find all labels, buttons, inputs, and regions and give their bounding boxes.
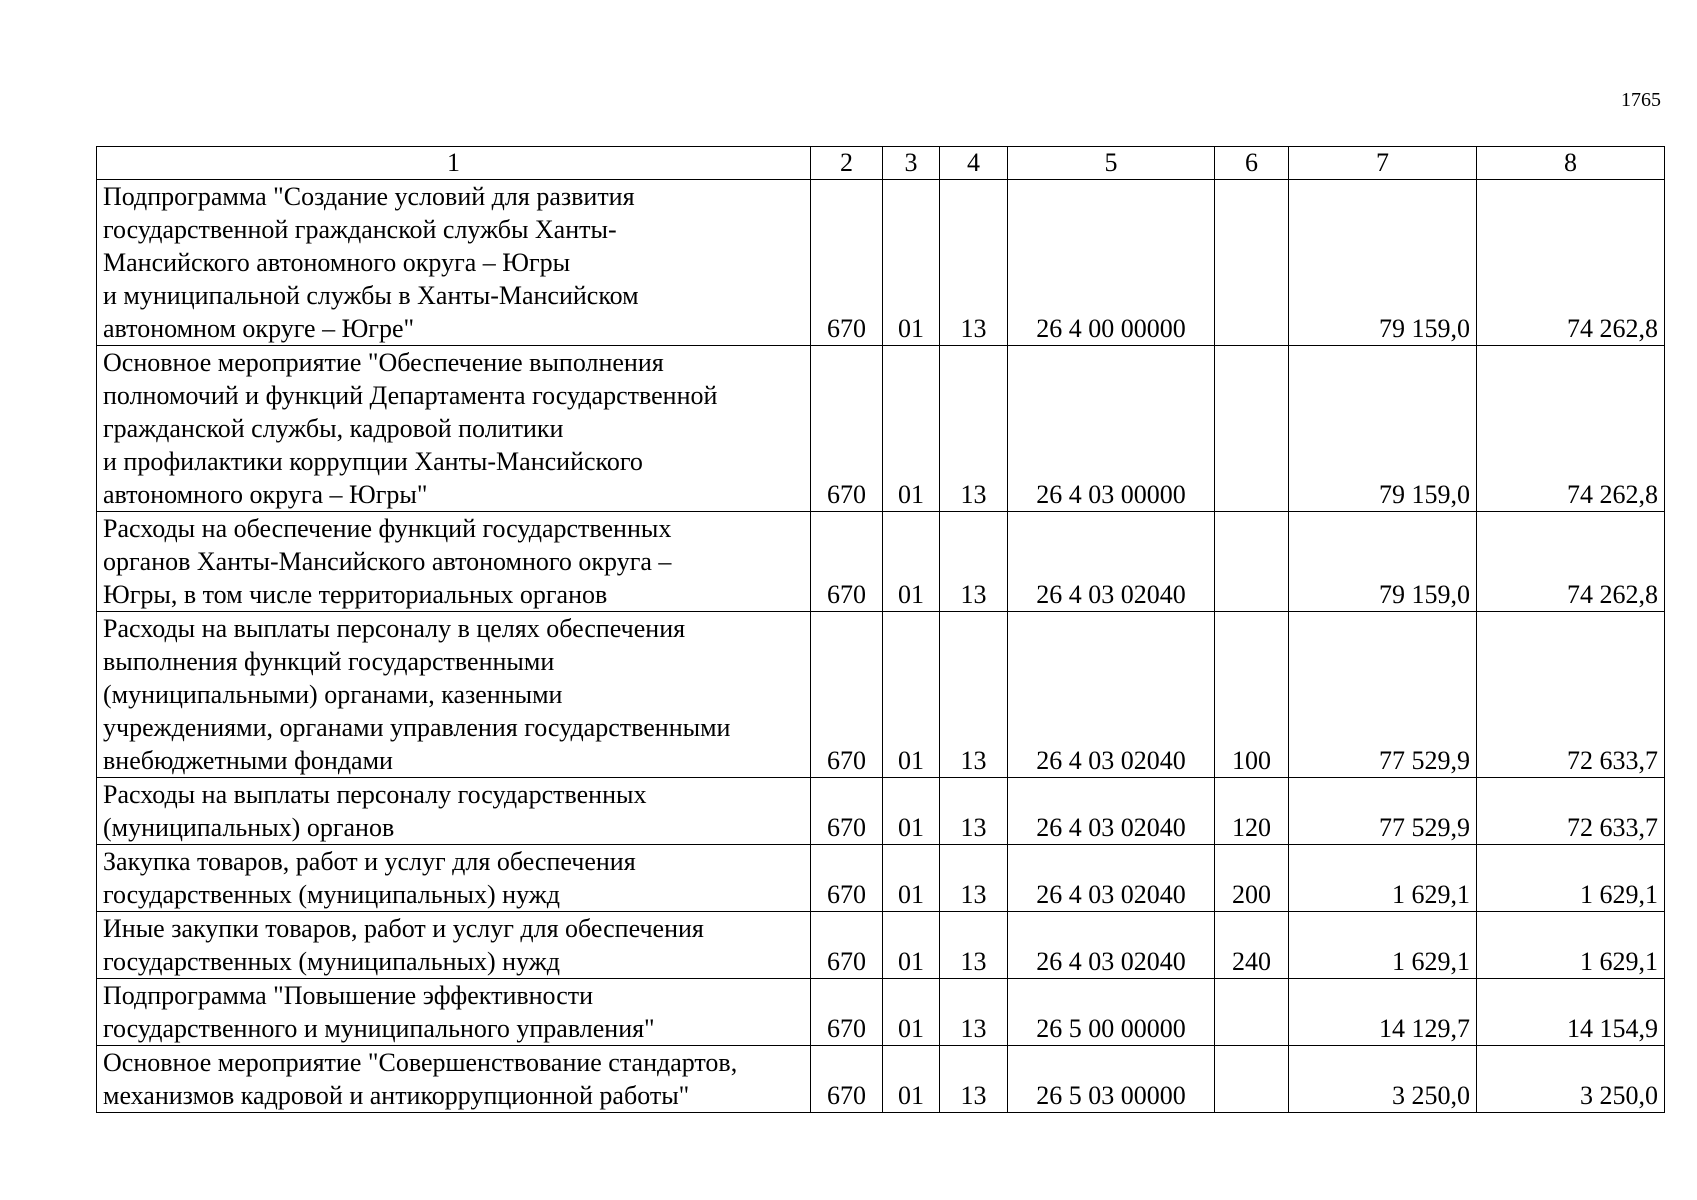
cell-col-1: Иные закупки товаров, работ и услуг для обеспечения государственных (муниципальных) нужд <box>97 912 811 979</box>
cell-col-2: 670 <box>811 979 883 1046</box>
table-row <box>97 180 1665 346</box>
cell-col-7: 79 159,0 <box>1289 512 1477 612</box>
cell-col-5: 26 5 03 00000 <box>1008 1046 1215 1113</box>
cell-col-8: 74 262,8 <box>1477 180 1665 346</box>
cell-col-5: 26 4 00 00000 <box>1008 180 1215 346</box>
cell-col-8: 14 154,9 <box>1477 979 1665 1046</box>
cell-col-3: 01 <box>883 346 940 512</box>
column-header-3: 3 <box>883 147 940 180</box>
cell-col-2: 670 <box>811 1046 883 1113</box>
table-row <box>97 979 1665 1046</box>
cell-col-6 <box>1215 512 1289 612</box>
cell-col-8: 74 262,8 <box>1477 346 1665 512</box>
header-row <box>97 147 1665 180</box>
cell-col-8: 1 629,1 <box>1477 912 1665 979</box>
table-header <box>97 147 1665 180</box>
cell-col-7: 3 250,0 <box>1289 1046 1477 1113</box>
cell-col-3: 01 <box>883 979 940 1046</box>
cell-col-1: Расходы на обеспечение функций государственных органов Ханты-Мансийского автономного округа – Югры, в том числе территориальных органов <box>97 512 811 612</box>
column-header-2: 2 <box>811 147 883 180</box>
cell-col-3: 01 <box>883 180 940 346</box>
cell-col-7: 1 629,1 <box>1289 845 1477 912</box>
cell-col-3: 01 <box>883 612 940 778</box>
cell-col-1: Основное мероприятие "Обеспечение выполнения полномочий и функций Департамента государственной гражданской службы, кадровой политики и профилактики коррупции Ханты-Мансийского автономного округа – Югры" <box>97 346 811 512</box>
table-row <box>97 346 1665 512</box>
cell-col-2: 670 <box>811 912 883 979</box>
cell-col-6: 240 <box>1215 912 1289 979</box>
cell-col-8: 72 633,7 <box>1477 612 1665 778</box>
cell-col-5: 26 4 03 02040 <box>1008 912 1215 979</box>
cell-col-3: 01 <box>883 912 940 979</box>
cell-col-5: 26 5 00 00000 <box>1008 979 1215 1046</box>
cell-col-7: 79 159,0 <box>1289 346 1477 512</box>
page-number: 1765 <box>1621 89 1661 111</box>
cell-col-4: 13 <box>940 1046 1008 1113</box>
table-row <box>97 845 1665 912</box>
cell-col-2: 670 <box>811 512 883 612</box>
cell-col-5: 26 4 03 02040 <box>1008 512 1215 612</box>
cell-col-6: 200 <box>1215 845 1289 912</box>
cell-col-7: 77 529,9 <box>1289 612 1477 778</box>
cell-col-2: 670 <box>811 346 883 512</box>
cell-col-4: 13 <box>940 778 1008 845</box>
cell-col-5: 26 4 03 00000 <box>1008 346 1215 512</box>
cell-col-1: Расходы на выплаты персоналу в целях обеспечения выполнения функций государственными (муниципальными) органами, казенными учреждениями, органами управления государственными внебюджетными фондами <box>97 612 811 778</box>
cell-col-1: Подпрограмма "Повышение эффективности государственного и муниципального управления" <box>97 979 811 1046</box>
cell-col-2: 670 <box>811 612 883 778</box>
cell-col-8: 74 262,8 <box>1477 512 1665 612</box>
cell-col-5: 26 4 03 02040 <box>1008 778 1215 845</box>
column-header-6: 6 <box>1215 147 1289 180</box>
cell-col-7: 77 529,9 <box>1289 778 1477 845</box>
column-header-7: 7 <box>1289 147 1477 180</box>
cell-col-4: 13 <box>940 512 1008 612</box>
cell-col-8: 72 633,7 <box>1477 778 1665 845</box>
cell-col-1: Подпрограмма "Создание условий для развития государственной гражданской службы Ханты- Мансийского автономного округа – Югры и муниципальной службы в Ханты-Мансийском автономном округе – Югре" <box>97 180 811 346</box>
column-header-8: 8 <box>1477 147 1665 180</box>
column-header-1: 1 <box>97 147 811 180</box>
cell-col-7: 79 159,0 <box>1289 180 1477 346</box>
cell-col-6: 120 <box>1215 778 1289 845</box>
cell-col-7: 1 629,1 <box>1289 912 1477 979</box>
table-row <box>97 512 1665 612</box>
cell-col-6 <box>1215 180 1289 346</box>
table-row <box>97 1046 1665 1113</box>
cell-col-4: 13 <box>940 180 1008 346</box>
cell-col-7: 14 129,7 <box>1289 979 1477 1046</box>
table-body <box>97 180 1665 1113</box>
table-row <box>97 912 1665 979</box>
cell-col-2: 670 <box>811 180 883 346</box>
cell-col-3: 01 <box>883 512 940 612</box>
budget-table <box>96 146 1665 1113</box>
cell-col-1: Расходы на выплаты персоналу государственных (муниципальных) органов <box>97 778 811 845</box>
table-row <box>97 612 1665 778</box>
cell-col-8: 1 629,1 <box>1477 845 1665 912</box>
cell-col-4: 13 <box>940 346 1008 512</box>
cell-col-2: 670 <box>811 845 883 912</box>
cell-col-5: 26 4 03 02040 <box>1008 845 1215 912</box>
cell-col-2: 670 <box>811 778 883 845</box>
column-header-4: 4 <box>940 147 1008 180</box>
cell-col-4: 13 <box>940 612 1008 778</box>
cell-col-4: 13 <box>940 979 1008 1046</box>
cell-col-3: 01 <box>883 1046 940 1113</box>
cell-col-6: 100 <box>1215 612 1289 778</box>
table-row <box>97 778 1665 845</box>
cell-col-1: Закупка товаров, работ и услуг для обеспечения государственных (муниципальных) нужд <box>97 845 811 912</box>
cell-col-3: 01 <box>883 845 940 912</box>
cell-col-6 <box>1215 979 1289 1046</box>
cell-col-4: 13 <box>940 912 1008 979</box>
cell-col-3: 01 <box>883 778 940 845</box>
cell-col-4: 13 <box>940 845 1008 912</box>
cell-col-5: 26 4 03 02040 <box>1008 612 1215 778</box>
column-header-5: 5 <box>1008 147 1215 180</box>
cell-col-6 <box>1215 1046 1289 1113</box>
cell-col-1: Основное мероприятие "Совершенствование стандартов, механизмов кадровой и антикоррупционной работы" <box>97 1046 811 1113</box>
cell-col-8: 3 250,0 <box>1477 1046 1665 1113</box>
cell-col-6 <box>1215 346 1289 512</box>
